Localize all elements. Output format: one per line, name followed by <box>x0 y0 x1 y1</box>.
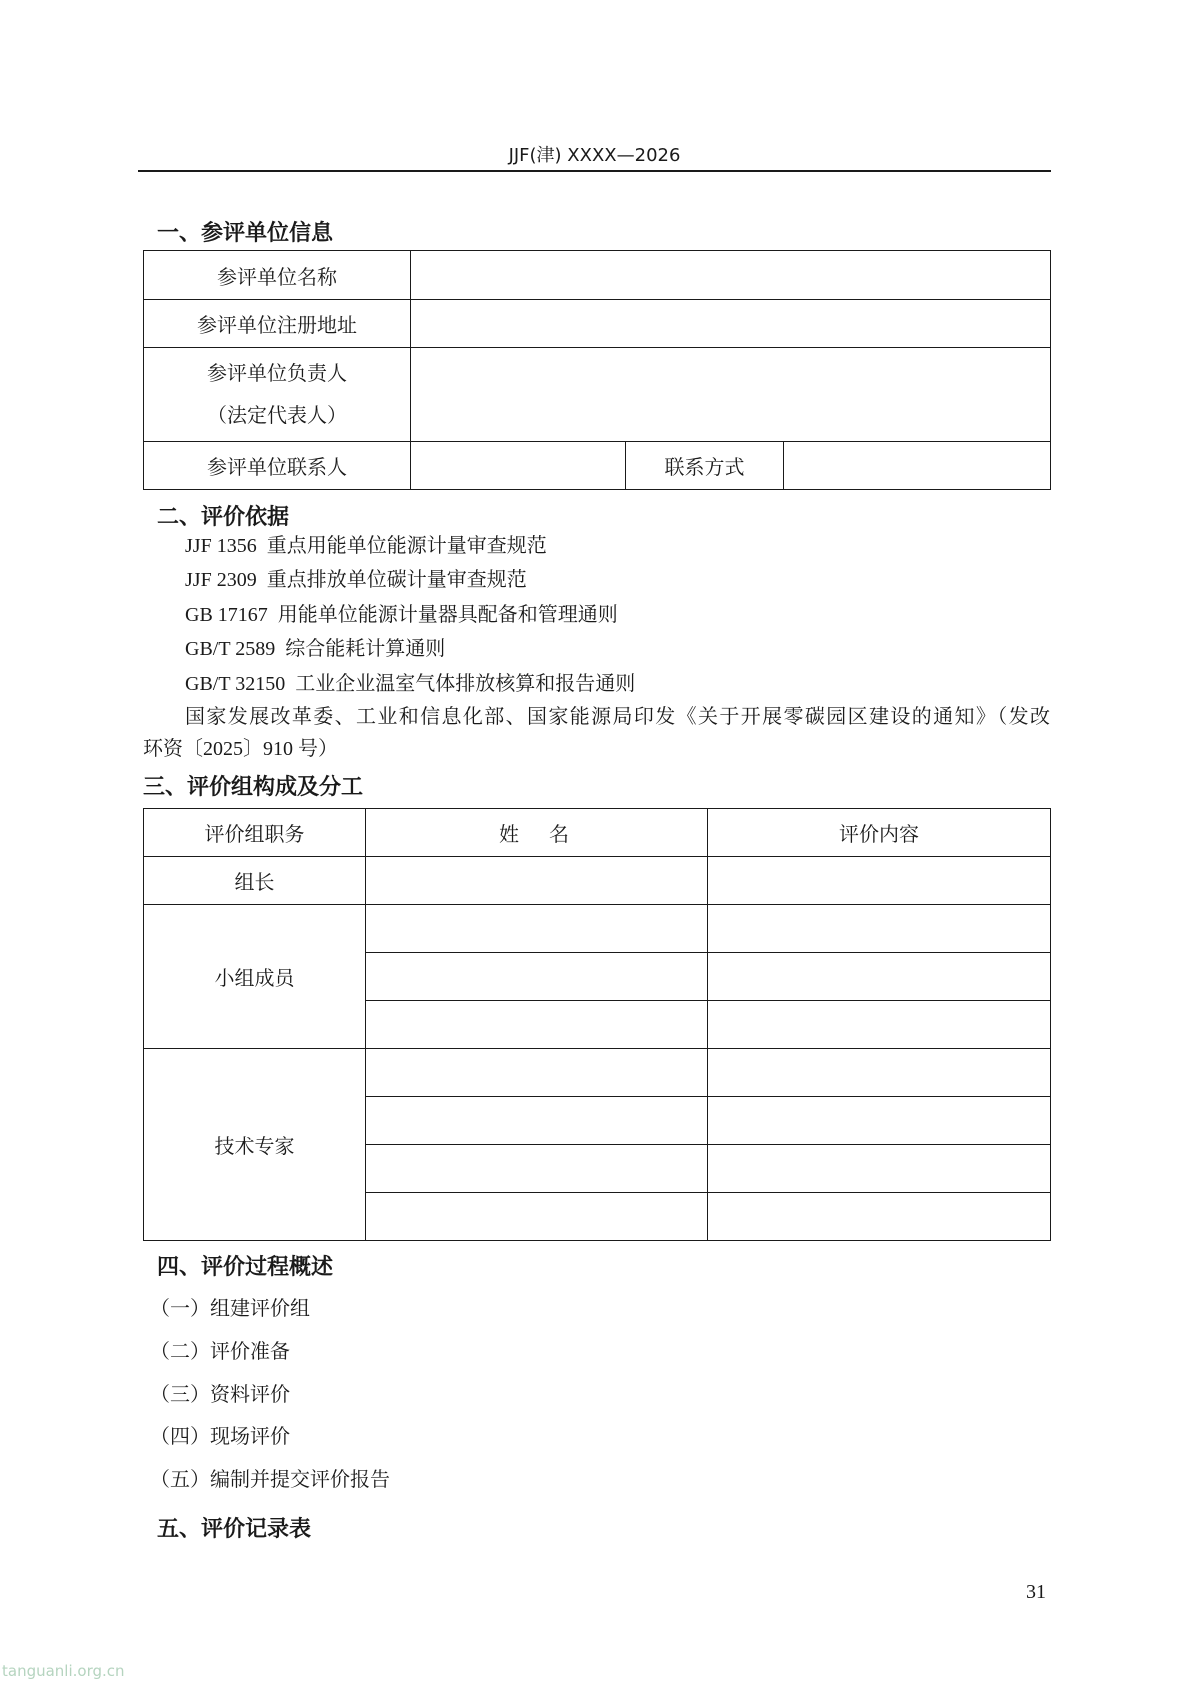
basis-notice-line1: 国家发展改革委、工业和信息化部、国家能源局印发《关于开展零碳园区建设的通知》（发改 <box>185 706 1050 728</box>
basis-notice-line2: 环资〔2025〕910 号） <box>143 738 338 760</box>
unit-head-label-line1: 参评单位负责人 <box>207 362 347 385</box>
basis-item <box>185 534 547 558</box>
content-cell <box>708 905 1051 953</box>
contact-method-label: 联系方式 <box>626 442 784 490</box>
unit-head-label <box>144 348 411 442</box>
watermark-text: tanguanli.org.cn <box>2 1662 125 1680</box>
unit-head-value-cell <box>411 348 1051 442</box>
page-number: 31 <box>1026 1581 1046 1603</box>
section5-heading: 五、评价记录表 <box>157 1517 312 1542</box>
column-header-role: 评价组职务 <box>144 809 366 857</box>
unit-contact-label: 参评单位联系人 <box>144 442 411 490</box>
unit-head-row <box>144 348 1051 442</box>
basis-item <box>185 672 635 696</box>
unit-address-label: 参评单位注册地址 <box>144 300 411 348</box>
basis-item-code: GB/T 32150 <box>185 673 286 695</box>
running-header-title: JJF(津) XXXX—2026 <box>508 145 681 166</box>
name-cell <box>366 1193 708 1241</box>
unit-address-row <box>144 300 1051 348</box>
name-cell <box>366 1097 708 1145</box>
team-expert-row <box>144 1049 1051 1097</box>
team-table-header-row <box>144 809 1051 857</box>
role-leader-label: 组长 <box>144 857 366 905</box>
unit-name-label: 参评单位名称 <box>144 251 411 300</box>
content-cell <box>708 953 1051 1001</box>
basis-item <box>185 568 527 592</box>
role-members-label: 小组成员 <box>144 905 366 1049</box>
process-step: （五）编制并提交评价报告 <box>150 1469 390 1491</box>
column-header-content: 评价内容 <box>708 809 1051 857</box>
unit-info-table <box>143 250 1051 490</box>
unit-head-label-line2: （法定代表人） <box>207 404 347 427</box>
header-rule <box>138 170 1051 172</box>
process-step: （一）组建评价组 <box>150 1298 310 1320</box>
basis-item-title: 工业企业温室气体排放核算和报告通则 <box>295 673 636 695</box>
unit-address-value-cell <box>411 300 1051 348</box>
basis-item-title: 重点用能单位能源计量审查规范 <box>266 535 547 557</box>
basis-item-code: JJF 2309 <box>185 569 257 591</box>
basis-item-code: JJF 1356 <box>185 535 257 557</box>
content-cell <box>708 857 1051 905</box>
process-step: （二）评价准备 <box>150 1341 290 1363</box>
role-experts-label: 技术专家 <box>144 1049 366 1241</box>
unit-name-row <box>144 251 1051 300</box>
section2-heading: 二、评价依据 <box>157 505 290 530</box>
basis-item-title: 综合能耗计算通则 <box>285 638 446 660</box>
content-cell <box>708 1145 1051 1193</box>
process-step: （三）资料评价 <box>150 1384 290 1406</box>
section4-heading: 四、评价过程概述 <box>157 1255 334 1280</box>
name-cell <box>366 1049 708 1097</box>
basis-item-title: 重点排放单位碳计量审查规范 <box>266 569 527 591</box>
team-member-row <box>144 905 1051 953</box>
name-cell <box>366 1145 708 1193</box>
name-cell <box>366 1001 708 1049</box>
basis-item-code: GB 17167 <box>185 604 268 626</box>
team-table <box>143 808 1051 1241</box>
basis-item <box>185 637 445 661</box>
name-cell <box>366 905 708 953</box>
basis-item-title: 用能单位能源计量器具配备和管理通则 <box>277 604 618 626</box>
process-step: （四）现场评价 <box>150 1426 290 1448</box>
content-cell <box>708 1001 1051 1049</box>
team-leader-row <box>144 857 1051 905</box>
unit-contact-row <box>144 442 1051 490</box>
content-cell <box>708 1049 1051 1097</box>
content-cell <box>708 1193 1051 1241</box>
section1-heading: 一、参评单位信息 <box>157 221 334 246</box>
basis-item-code: GB/T 2589 <box>185 638 276 660</box>
basis-item <box>185 603 618 627</box>
name-cell <box>366 857 708 905</box>
unit-name-value-cell <box>411 251 1051 300</box>
contact-method-value-cell <box>784 442 1051 490</box>
content-cell <box>708 1097 1051 1145</box>
column-header-name: 姓 名 <box>366 809 708 857</box>
name-cell <box>366 953 708 1001</box>
section3-heading: 三、评价组构成及分工 <box>143 775 364 800</box>
unit-contact-value-cell <box>411 442 626 490</box>
